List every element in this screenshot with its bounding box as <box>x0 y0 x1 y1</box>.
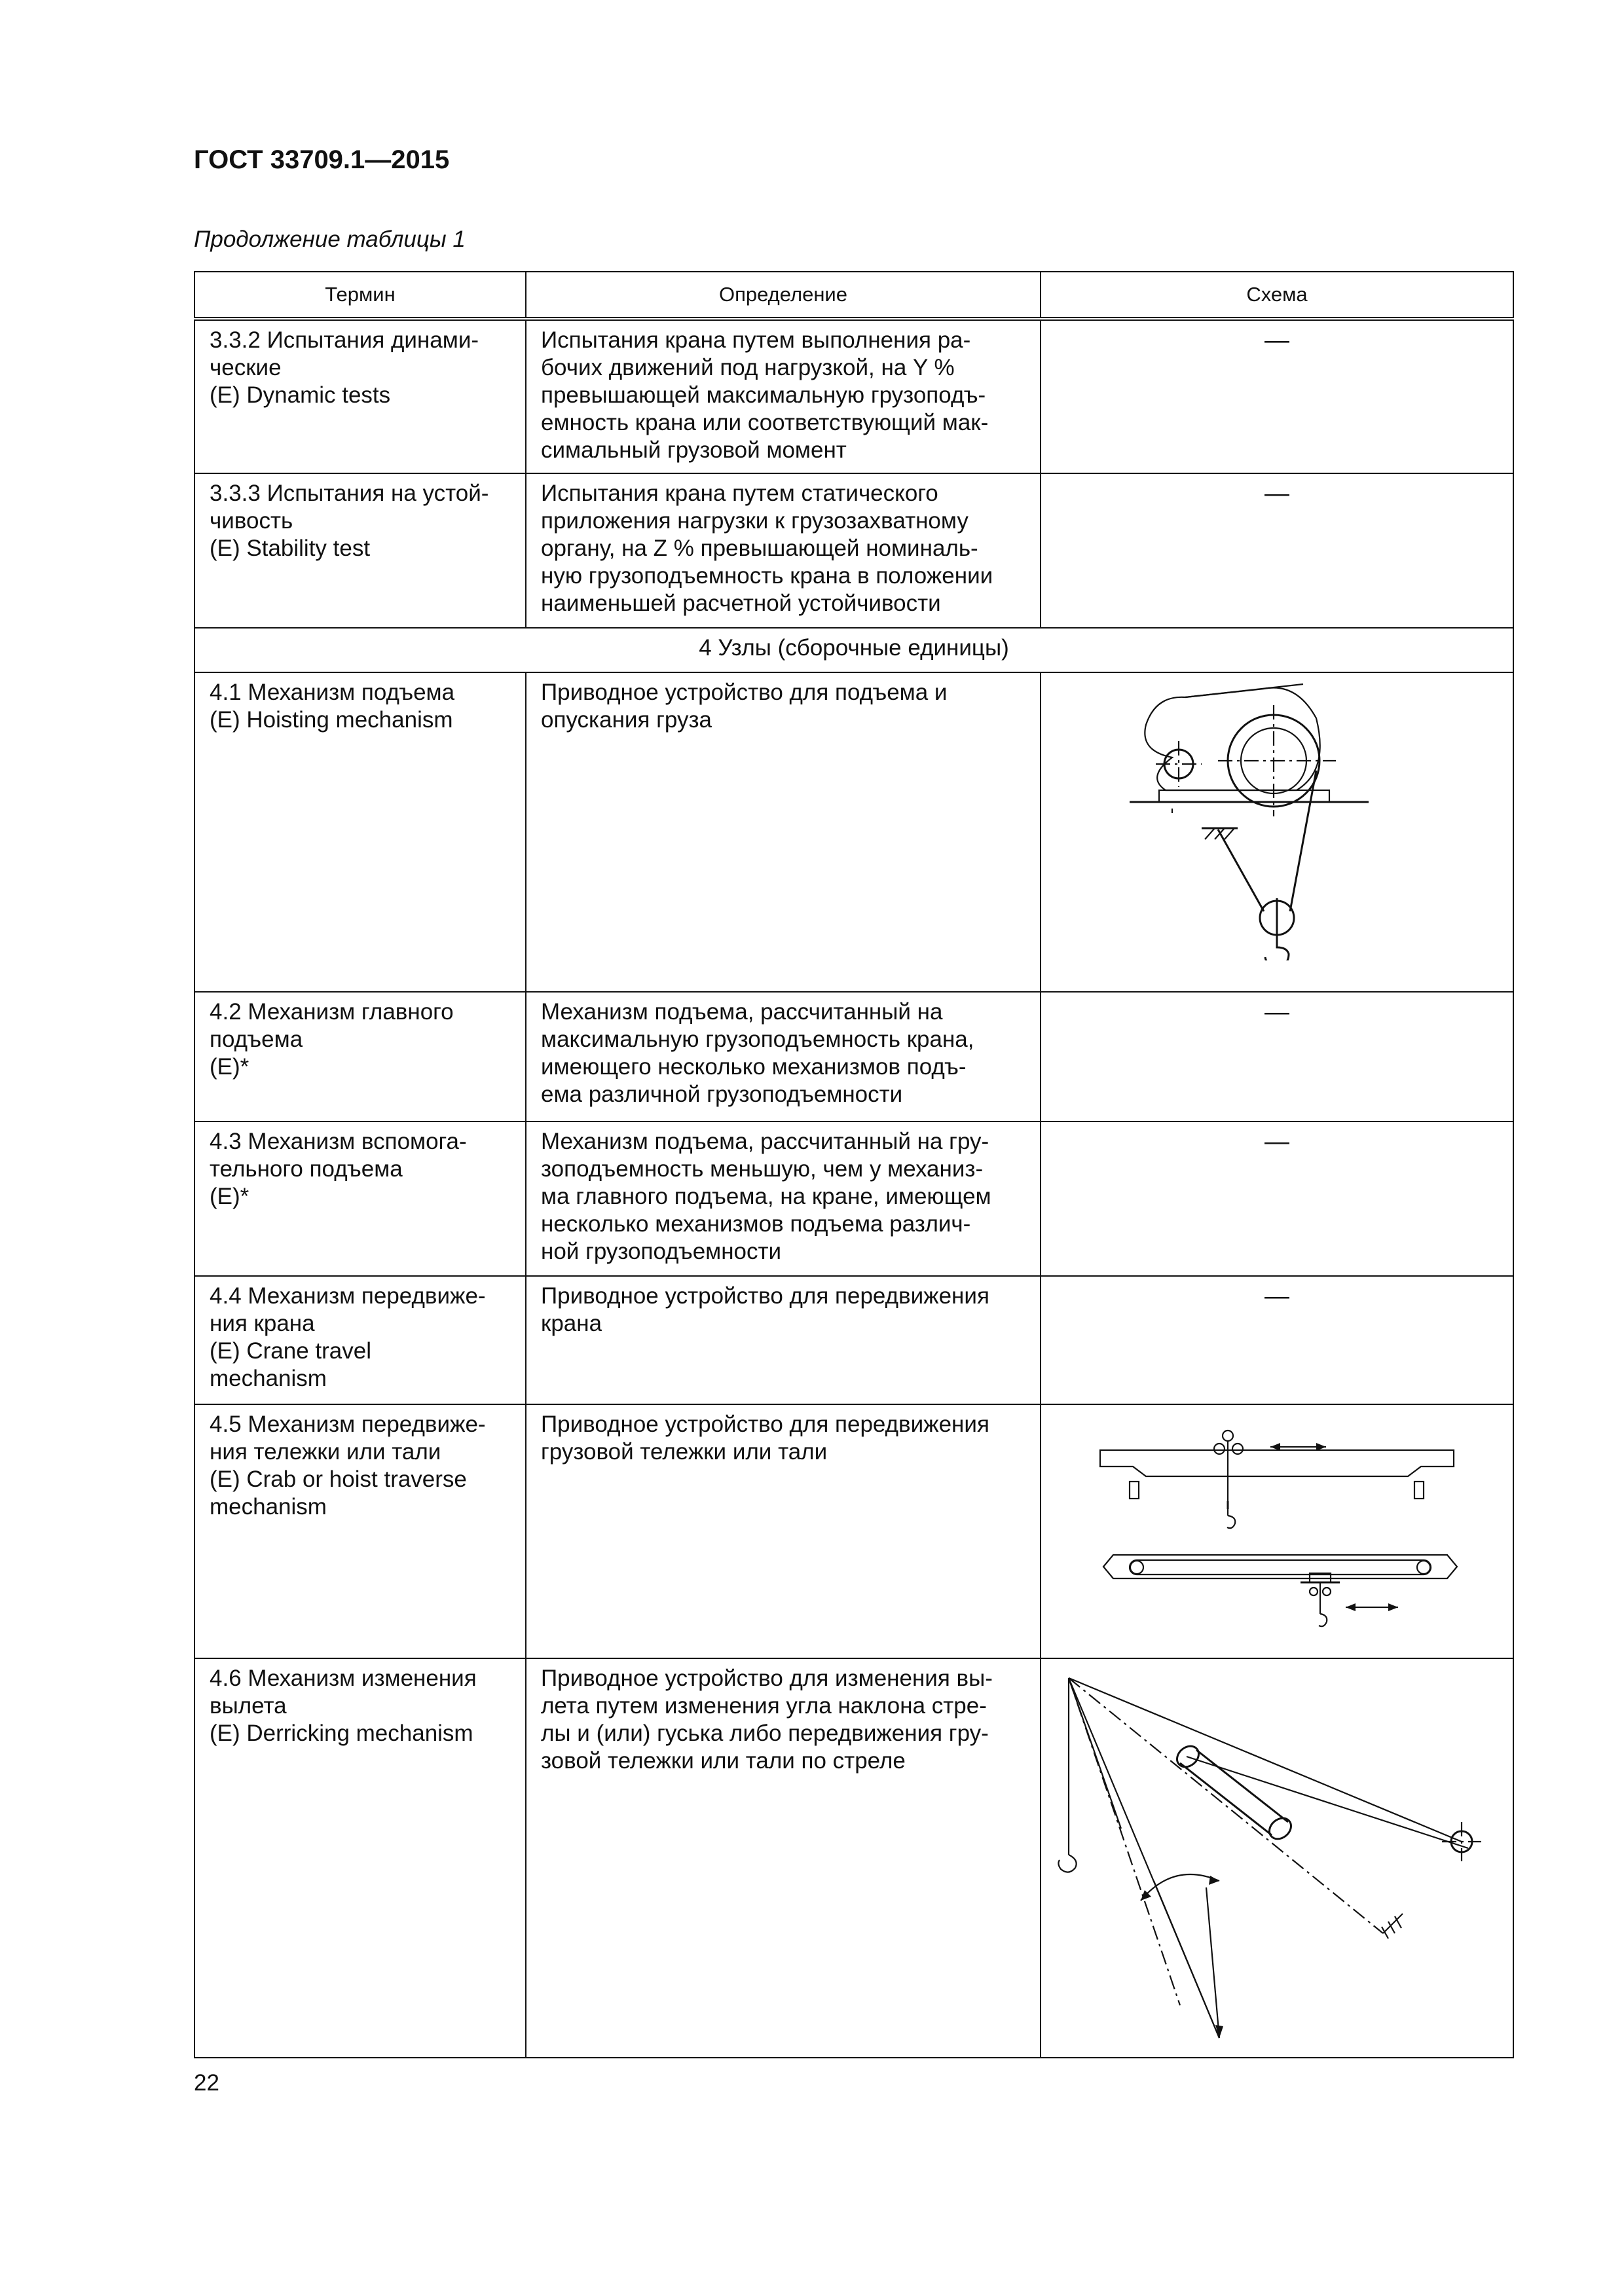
definition-line: Испытания крана путем выполнения ра- <box>541 327 971 353</box>
term-cell <box>194 1404 526 1658</box>
term-line: (E) Dynamic tests <box>210 382 391 408</box>
traverse-mechanism-diagram <box>1080 1411 1473 1647</box>
definition-cell <box>526 1121 1041 1276</box>
term-line: 4.5 Механизм передвиже- <box>210 1412 486 1437</box>
derricking-mechanism-diagram <box>1056 1665 1501 2051</box>
term-line: 4.1 Механизм подъема <box>210 680 455 705</box>
definition-line: Механизм подъема, рассчитанный на <box>541 999 943 1025</box>
definition-cell <box>526 672 1041 992</box>
no-scheme-dash: — <box>1264 1283 1289 1310</box>
definition-line: лета путем изменения угла наклона стре- <box>541 1693 987 1719</box>
definition-line: имеющего несколько механизмов подъ- <box>541 1054 967 1080</box>
definition-line: Приводное устройство для подъема и <box>541 680 948 705</box>
definition-line: Приводное устройство для передвижения <box>541 1283 989 1309</box>
term-cell <box>194 319 526 473</box>
term-line: (E)* <box>210 1184 249 1209</box>
term-cell <box>194 672 526 992</box>
term-cell <box>194 473 526 628</box>
scheme-cell <box>1041 1658 1513 2058</box>
table-row <box>194 473 1513 628</box>
term-line: (E)* <box>210 1054 249 1080</box>
definition-line: Механизм подъема, рассчитанный на гру- <box>541 1129 989 1154</box>
term-line: 4.6 Механизм изменения <box>210 1666 477 1691</box>
term-line: ческие <box>210 355 282 380</box>
scheme-cell <box>1041 319 1513 473</box>
term-line: ния тележки или тали <box>210 1439 441 1465</box>
definition-line: Приводное устройство для передвижения <box>541 1412 989 1437</box>
term-cell <box>194 992 526 1121</box>
table-row <box>194 1404 1513 1658</box>
definition-line: ма главного подъема, на кране, имеющем <box>541 1184 991 1209</box>
definition-line: приложения нагрузки к грузозахватному <box>541 508 969 534</box>
no-scheme-dash: — <box>1264 1128 1289 1156</box>
definition-line: ема различной грузоподъемности <box>541 1082 903 1107</box>
scheme-cell <box>1041 1404 1513 1658</box>
definition-line: емность крана или соответствующий мак- <box>541 410 989 435</box>
definition-cell <box>526 319 1041 473</box>
term-line: (E) Hoisting mechanism <box>210 707 453 733</box>
table-caption: Продолжение таблицы 1 <box>194 227 466 252</box>
section-row <box>194 628 1513 672</box>
term-line: 4.4 Механизм передвиже- <box>210 1283 486 1309</box>
term-line: (E) Crab or hoist traverse <box>210 1467 467 1492</box>
definition-line: Испытания крана путем статического <box>541 481 938 506</box>
no-scheme-dash: — <box>1264 998 1289 1026</box>
no-scheme-dash: — <box>1264 480 1289 507</box>
term-line: 3.3.2 Испытания динами- <box>210 327 479 353</box>
definition-line: Приводное устройство для изменения вы- <box>541 1666 993 1691</box>
scheme-cell <box>1041 992 1513 1121</box>
term-cell <box>194 1658 526 2058</box>
term-line: вылета <box>210 1693 287 1719</box>
table-row <box>194 1658 1513 2058</box>
column-header-definition: Определение <box>526 272 1041 319</box>
definition-line: ной грузоподъемности <box>541 1239 782 1264</box>
column-header-scheme: Схема <box>1041 272 1513 319</box>
table-row <box>194 319 1513 473</box>
definition-cell <box>526 992 1041 1121</box>
definition-line: максимальную грузоподъемность крана, <box>541 1027 974 1052</box>
term-line: mechanism <box>210 1494 327 1520</box>
term-line: 3.3.3 Испытания на устой- <box>210 481 489 506</box>
definition-cell <box>526 1404 1041 1658</box>
table-row <box>194 992 1513 1121</box>
table-row <box>194 1121 1513 1276</box>
definition-cell <box>526 1276 1041 1404</box>
term-line: (E) Crane travel <box>210 1338 372 1364</box>
document-code: ГОСТ 33709.1—2015 <box>194 145 450 174</box>
definition-line: опускания груза <box>541 707 712 733</box>
term-line: подъема <box>210 1027 303 1052</box>
hoisting-mechanism-diagram <box>1120 679 1434 960</box>
definition-cell <box>526 473 1041 628</box>
definition-line: превышающей максимальную грузоподъ- <box>541 382 986 408</box>
term-cell <box>194 1121 526 1276</box>
table-header-row <box>194 272 1513 319</box>
definition-line: несколько механизмов подъема различ- <box>541 1211 971 1237</box>
definition-line: ную грузоподъемность крана в положении <box>541 563 993 589</box>
definition-line: грузовой тележки или тали <box>541 1439 828 1465</box>
page-number: 22 <box>194 2070 219 2096</box>
no-scheme-dash: — <box>1264 327 1289 354</box>
term-line: (E) Stability test <box>210 536 371 561</box>
definition-line: органу, на Z % превышающей номиналь- <box>541 536 978 561</box>
definition-line: бочих движений под нагрузкой, на Y % <box>541 355 955 380</box>
definition-line: зоподъемность меньшую, чем у механиз- <box>541 1156 984 1182</box>
section-title: 4 Узлы (сборочные единицы) <box>194 628 1513 672</box>
scheme-cell <box>1041 1121 1513 1276</box>
definition-line: крана <box>541 1311 602 1336</box>
table-row <box>194 672 1513 992</box>
definition-line: наименьшей расчетной устойчивости <box>541 591 941 616</box>
table-row <box>194 1276 1513 1404</box>
term-line: 4.2 Механизм главного <box>210 999 454 1025</box>
definition-cell <box>526 1658 1041 2058</box>
scheme-cell <box>1041 1276 1513 1404</box>
definition-line: симальный грузовой момент <box>541 437 847 463</box>
term-line: чивость <box>210 508 293 534</box>
term-line: тельного подъема <box>210 1156 403 1182</box>
term-line: 4.3 Механизм вспомога- <box>210 1129 467 1154</box>
column-header-term: Термин <box>194 272 526 319</box>
term-line: (E) Derricking mechanism <box>210 1721 473 1746</box>
term-line: ния крана <box>210 1311 315 1336</box>
term-line: mechanism <box>210 1366 327 1391</box>
definition-line: лы и (или) гуська либо передвижения гру- <box>541 1721 989 1746</box>
term-cell <box>194 1276 526 1404</box>
terms-table <box>194 271 1514 2058</box>
scheme-cell <box>1041 672 1513 992</box>
scheme-cell <box>1041 473 1513 628</box>
definition-line: зовой тележки или тали по стреле <box>541 1748 906 1774</box>
